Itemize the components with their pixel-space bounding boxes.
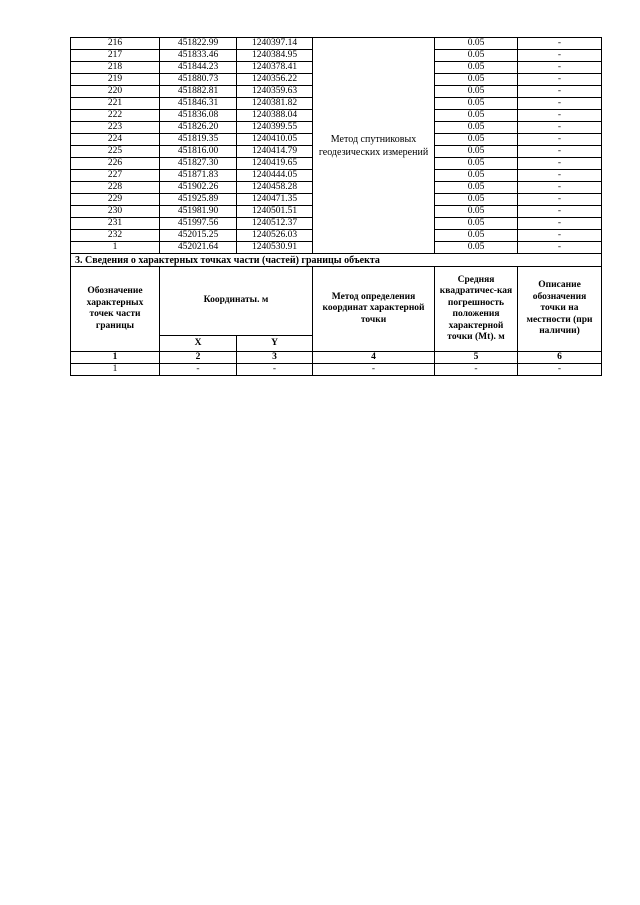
mt-cell: 0.05: [435, 74, 518, 86]
y-coordinate-cell: 1240526.03: [237, 230, 313, 242]
mt-cell: 0.05: [435, 206, 518, 218]
mt-cell: 0.05: [435, 242, 518, 254]
section3-desc-cell: -: [518, 364, 602, 376]
point-number-cell: 229: [71, 194, 160, 206]
y-coordinate-cell: 1240388.04: [237, 110, 313, 122]
x-coordinate-cell: 452021.64: [160, 242, 237, 254]
mt-cell: 0.05: [435, 62, 518, 74]
x-coordinate-cell: 451882.81: [160, 86, 237, 98]
x-coordinate-cell: 451836.08: [160, 110, 237, 122]
mt-cell: 0.05: [435, 98, 518, 110]
description-cell: -: [518, 146, 602, 158]
description-cell: -: [518, 110, 602, 122]
point-number-cell: 226: [71, 158, 160, 170]
mt-cell: 0.05: [435, 230, 518, 242]
x-coordinate-cell: 451822.99: [160, 38, 237, 50]
description-cell: -: [518, 206, 602, 218]
mt-cell: 0.05: [435, 38, 518, 50]
mt-cell: 0.05: [435, 194, 518, 206]
point-number-cell: 222: [71, 110, 160, 122]
mt-cell: 0.05: [435, 122, 518, 134]
y-coordinate-cell: 1240356.22: [237, 74, 313, 86]
y-coordinate-cell: 1240359.63: [237, 86, 313, 98]
mt-cell: 0.05: [435, 50, 518, 62]
point-number-cell: 1: [71, 242, 160, 254]
mt-cell: 0.05: [435, 158, 518, 170]
y-coordinate-cell: 1240444.05: [237, 170, 313, 182]
table-row: [71, 38, 602, 50]
description-cell: -: [518, 38, 602, 50]
description-cell: -: [518, 242, 602, 254]
section3-point-cell: 1: [71, 364, 160, 376]
y-coordinate-cell: 1240397.14: [237, 38, 313, 50]
description-cell: -: [518, 218, 602, 230]
x-coordinate-cell: 451997.56: [160, 218, 237, 230]
section-title-row: [71, 254, 602, 267]
column-number: 5: [435, 352, 518, 364]
header-point: Обозначение характерных точек части границы: [71, 267, 160, 352]
section3-method-cell: -: [313, 364, 435, 376]
section3-x-cell: -: [160, 364, 237, 376]
y-coordinate-cell: 1240501.51: [237, 206, 313, 218]
mt-cell: 0.05: [435, 182, 518, 194]
point-number-cell: 225: [71, 146, 160, 158]
point-number-cell: 223: [71, 122, 160, 134]
y-coordinate-cell: 1240471.35: [237, 194, 313, 206]
description-cell: -: [518, 62, 602, 74]
y-coordinate-cell: 1240419.65: [237, 158, 313, 170]
point-number-cell: 232: [71, 230, 160, 242]
point-number-cell: 219: [71, 74, 160, 86]
description-cell: -: [518, 230, 602, 242]
x-coordinate-cell: 451819.35: [160, 134, 237, 146]
mt-cell: 0.05: [435, 218, 518, 230]
x-coordinate-cell: 451925.89: [160, 194, 237, 206]
column-number: 2: [160, 352, 237, 364]
x-coordinate-cell: 451826.20: [160, 122, 237, 134]
coordinates-table: [70, 37, 602, 376]
table-row: [71, 364, 602, 376]
description-cell: -: [518, 50, 602, 62]
description-cell: -: [518, 170, 602, 182]
x-coordinate-cell: 451871.83: [160, 170, 237, 182]
section-title: 3. Сведения о характерных точках части (частей) границы объекта: [71, 254, 602, 267]
y-coordinate-cell: 1240381.82: [237, 98, 313, 110]
point-number-cell: 231: [71, 218, 160, 230]
column-number-row: [71, 352, 602, 364]
description-cell: -: [518, 182, 602, 194]
column-number: 6: [518, 352, 602, 364]
x-coordinate-cell: 451827.30: [160, 158, 237, 170]
mt-cell: 0.05: [435, 170, 518, 182]
method-cell: Метод спутниковых геодезических измерений: [313, 38, 435, 254]
y-coordinate-cell: 1240410.05: [237, 134, 313, 146]
description-cell: -: [518, 134, 602, 146]
header-y: Y: [237, 336, 313, 352]
point-number-cell: 230: [71, 206, 160, 218]
description-cell: -: [518, 98, 602, 110]
header-coordinates: Координаты. м: [160, 267, 313, 336]
header-description: Описание обозначения точки на местности (при наличии): [518, 267, 602, 352]
y-coordinate-cell: 1240384.95: [237, 50, 313, 62]
x-coordinate-cell: 451902.26: [160, 182, 237, 194]
description-cell: -: [518, 122, 602, 134]
x-coordinate-cell: 451833.46: [160, 50, 237, 62]
x-coordinate-cell: 451981.90: [160, 206, 237, 218]
header-mt: Средняя квадратичес-кая погрешность положения характерной точки (Mt). м: [435, 267, 518, 352]
column-number: 4: [313, 352, 435, 364]
description-cell: -: [518, 194, 602, 206]
y-coordinate-cell: 1240399.55: [237, 122, 313, 134]
point-number-cell: 217: [71, 50, 160, 62]
column-number: 3: [237, 352, 313, 364]
mt-cell: 0.05: [435, 146, 518, 158]
point-number-cell: 227: [71, 170, 160, 182]
mt-cell: 0.05: [435, 86, 518, 98]
section3-y-cell: -: [237, 364, 313, 376]
y-coordinate-cell: 1240458.28: [237, 182, 313, 194]
point-number-cell: 224: [71, 134, 160, 146]
description-cell: -: [518, 86, 602, 98]
header-method: Метод определения координат характерной точки: [313, 267, 435, 352]
y-coordinate-cell: 1240378.41: [237, 62, 313, 74]
x-coordinate-cell: 451816.00: [160, 146, 237, 158]
y-coordinate-cell: 1240414.79: [237, 146, 313, 158]
description-cell: -: [518, 158, 602, 170]
header-row: [71, 267, 602, 336]
x-coordinate-cell: 451844.23: [160, 62, 237, 74]
point-number-cell: 228: [71, 182, 160, 194]
mt-cell: 0.05: [435, 110, 518, 122]
x-coordinate-cell: 452015.25: [160, 230, 237, 242]
point-number-cell: 218: [71, 62, 160, 74]
description-cell: -: [518, 74, 602, 86]
header-x: X: [160, 336, 237, 352]
section3-mt-cell: -: [435, 364, 518, 376]
y-coordinate-cell: 1240530.91: [237, 242, 313, 254]
point-number-cell: 221: [71, 98, 160, 110]
x-coordinate-cell: 451880.73: [160, 74, 237, 86]
point-number-cell: 216: [71, 38, 160, 50]
point-number-cell: 220: [71, 86, 160, 98]
y-coordinate-cell: 1240512.37: [237, 218, 313, 230]
x-coordinate-cell: 451846.31: [160, 98, 237, 110]
mt-cell: 0.05: [435, 134, 518, 146]
column-number: 1: [71, 352, 160, 364]
